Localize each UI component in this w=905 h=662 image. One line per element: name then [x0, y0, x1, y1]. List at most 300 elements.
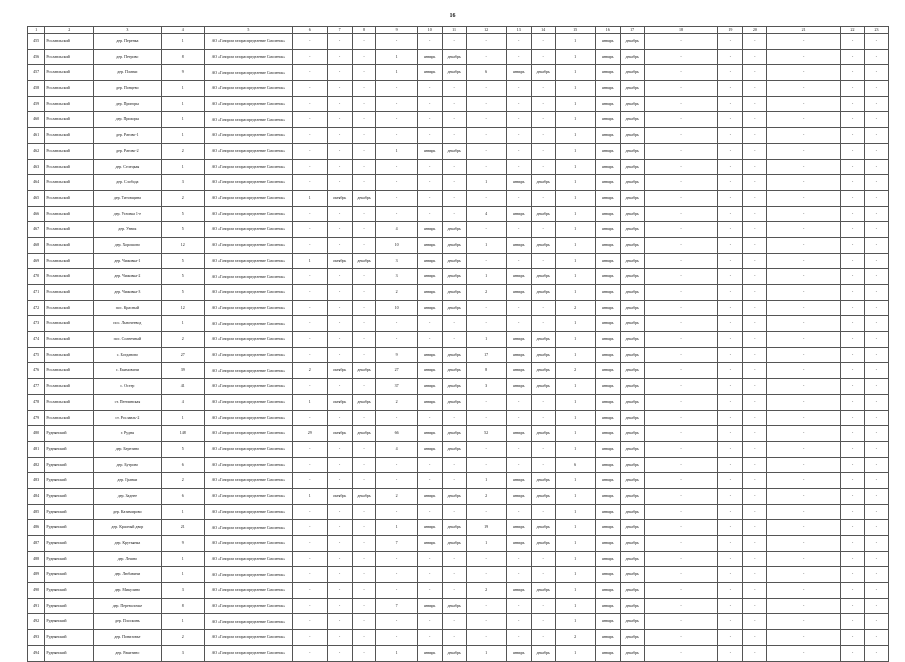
table-cell: - [841, 34, 865, 50]
table-cell: - [466, 300, 506, 316]
header-cell: 2 [45, 27, 94, 34]
table-cell: - [864, 598, 888, 614]
table-cell: - [841, 363, 865, 379]
table-cell: - [767, 316, 841, 332]
table-cell: - [718, 237, 743, 253]
table-cell: - [531, 190, 555, 206]
table-cell: - [743, 347, 767, 363]
table-cell: - [292, 598, 327, 614]
table-cell: - [506, 441, 531, 457]
table-cell: 1 [555, 159, 595, 175]
table-cell: дер. Селецкая [94, 159, 161, 175]
table-cell: январь [417, 536, 442, 552]
table-cell: - [417, 332, 442, 348]
table-cell: Рославльский [45, 394, 94, 410]
table-cell: 9 [161, 536, 204, 552]
table-cell: - [644, 159, 718, 175]
table-cell: - [864, 536, 888, 552]
table-cell: - [718, 285, 743, 301]
table-cell: 29 [292, 426, 327, 442]
table-cell: Руднянский [45, 645, 94, 661]
table-cell: Руднянский [45, 441, 94, 457]
table-cell: январь [506, 332, 531, 348]
table-cell: - [417, 567, 442, 583]
table-cell: АО «Газпром газораспределение Смоленск» [204, 410, 292, 426]
table-cell: январь [506, 269, 531, 285]
table-cell: - [644, 614, 718, 630]
table-cell: - [644, 583, 718, 599]
table-cell: 2 [555, 300, 595, 316]
table-cell: 1 [555, 316, 595, 332]
table-cell: - [466, 504, 506, 520]
table-cell: декабрь [620, 206, 644, 222]
table-cell: - [417, 583, 442, 599]
table-cell: - [767, 285, 841, 301]
table-cell: 468 [28, 237, 45, 253]
table-cell: - [327, 504, 352, 520]
table-cell: - [718, 253, 743, 269]
table-cell: АО «Газпром газораспределение Смоленск» [204, 253, 292, 269]
table-cell: - [841, 332, 865, 348]
table-cell: - [767, 143, 841, 159]
table-cell: - [718, 473, 743, 489]
table-cell: - [743, 504, 767, 520]
table-cell: - [644, 253, 718, 269]
table-cell: - [743, 410, 767, 426]
table-cell: дер. Платки [94, 65, 161, 81]
table-cell: - [292, 567, 327, 583]
table-cell: январь [595, 49, 620, 65]
table-cell: 52 [466, 426, 506, 442]
table-cell: - [292, 269, 327, 285]
table-cell: - [718, 583, 743, 599]
table-cell: декабрь [620, 159, 644, 175]
table-cell: АО «Газпром газораспределение Смоленск» [204, 598, 292, 614]
table-cell: - [644, 269, 718, 285]
table-cell: 456 [28, 49, 45, 65]
table-cell: - [327, 65, 352, 81]
table-cell: - [442, 175, 466, 191]
table-cell: 2 [161, 630, 204, 646]
table-cell: 474 [28, 332, 45, 348]
table-cell: - [466, 410, 506, 426]
table-row [28, 65, 889, 81]
table-cell: - [644, 112, 718, 128]
table-cell: - [767, 332, 841, 348]
table-cell: 475 [28, 347, 45, 363]
table-cell: 5 [161, 253, 204, 269]
table-cell: - [292, 614, 327, 630]
table-cell: - [417, 81, 442, 97]
table-cell: 485 [28, 504, 45, 520]
table-cell: - [531, 630, 555, 646]
table-cell: январь [506, 237, 531, 253]
table-cell: - [767, 347, 841, 363]
table-cell: декабрь [531, 285, 555, 301]
table-cell: - [767, 630, 841, 646]
table-cell: - [718, 504, 743, 520]
table-cell: - [442, 614, 466, 630]
table-cell: АО «Газпром газораспределение Смоленск» [204, 426, 292, 442]
table-cell: январь [595, 410, 620, 426]
table-cell: - [864, 253, 888, 269]
table-cell: декабрь [620, 285, 644, 301]
table-cell: - [327, 347, 352, 363]
table-cell: декабрь [620, 567, 644, 583]
table-cell: декабрь [352, 253, 376, 269]
table-cell: - [864, 128, 888, 144]
table-cell: дер. Березино [94, 441, 161, 457]
table-cell: январь [417, 253, 442, 269]
table-cell: - [864, 614, 888, 630]
table-cell: дер. Слобода [94, 175, 161, 191]
table-cell: - [841, 473, 865, 489]
header-cell: 14 [531, 27, 555, 34]
table-cell: - [352, 128, 376, 144]
table-cell: 1 [555, 598, 595, 614]
table-cell: 1 [555, 645, 595, 661]
table-cell: - [841, 410, 865, 426]
table-cell: - [506, 253, 531, 269]
table-cell: 3 [161, 645, 204, 661]
header-cell: 9 [376, 27, 417, 34]
table-cell: - [718, 536, 743, 552]
table-cell: 1 [466, 269, 506, 285]
table-cell: - [767, 551, 841, 567]
table-cell: январь [595, 316, 620, 332]
table-cell: - [327, 536, 352, 552]
table-row [28, 504, 889, 520]
table-cell: январь [506, 65, 531, 81]
table-cell: - [718, 410, 743, 426]
table-cell: декабрь [442, 237, 466, 253]
table-cell: 1 [376, 143, 417, 159]
table-cell: - [644, 567, 718, 583]
table-cell: - [718, 598, 743, 614]
table-cell: дер. Плоскинь [94, 614, 161, 630]
table-cell: - [352, 34, 376, 50]
table-cell: декабрь [620, 426, 644, 442]
table-cell: 469 [28, 253, 45, 269]
table-cell: - [767, 49, 841, 65]
table-cell: декабрь [620, 551, 644, 567]
table-cell: - [352, 81, 376, 97]
table-row [28, 143, 889, 159]
table-cell: декабрь [620, 81, 644, 97]
table-cell: - [864, 269, 888, 285]
table-cell: 1 [555, 379, 595, 395]
table-cell: - [644, 222, 718, 238]
table-cell: - [864, 300, 888, 316]
table-cell: 491 [28, 598, 45, 614]
table-cell: декабрь [442, 269, 466, 285]
table-cell: Рославльский [45, 190, 94, 206]
table-cell: - [743, 222, 767, 238]
table-cell: - [718, 49, 743, 65]
table-cell: АО «Газпром газораспределение Смоленск» [204, 504, 292, 520]
table-cell: - [718, 190, 743, 206]
table-cell: январь [595, 237, 620, 253]
table-cell: - [644, 206, 718, 222]
table-cell: - [718, 159, 743, 175]
table-cell: АО «Газпром газораспределение Смоленск» [204, 81, 292, 97]
table-cell: - [352, 630, 376, 646]
table-cell: 2 [161, 473, 204, 489]
table-cell: - [841, 128, 865, 144]
table-cell: - [767, 253, 841, 269]
table-cell: декабрь [442, 598, 466, 614]
table-cell: - [376, 630, 417, 646]
table-cell: - [327, 316, 352, 332]
table-cell: декабрь [442, 536, 466, 552]
table-cell: - [292, 34, 327, 50]
table-cell: - [841, 457, 865, 473]
table-cell: - [767, 159, 841, 175]
table-cell: - [442, 159, 466, 175]
table-cell: АО «Газпром газораспределение Смоленск» [204, 520, 292, 536]
table-cell: 8 [161, 598, 204, 614]
table-cell: - [417, 410, 442, 426]
table-cell: - [327, 237, 352, 253]
table-cell: - [292, 316, 327, 332]
table-cell: декабрь [620, 49, 644, 65]
table-cell: - [352, 316, 376, 332]
table-cell: 3 [466, 379, 506, 395]
table-cell: 459 [28, 96, 45, 112]
table-cell: - [531, 614, 555, 630]
table-cell: декабрь [531, 206, 555, 222]
table-cell: с. Екимовичи [94, 363, 161, 379]
table-cell: - [442, 583, 466, 599]
table-cell: - [327, 81, 352, 97]
table-cell: 1 [555, 49, 595, 65]
table-cell: - [352, 175, 376, 191]
table-cell: декабрь [620, 222, 644, 238]
table-cell: - [864, 583, 888, 599]
table-cell: - [352, 159, 376, 175]
table-row [28, 347, 889, 363]
table-cell: - [767, 112, 841, 128]
table-cell: - [292, 206, 327, 222]
table-cell: - [864, 363, 888, 379]
table-cell: дер. Чижовка-2 [94, 269, 161, 285]
table-cell: Рославльский [45, 128, 94, 144]
table-row [28, 645, 889, 661]
table-cell: 2 [161, 143, 204, 159]
table-cell: 1 [376, 49, 417, 65]
table-cell: январь [595, 551, 620, 567]
table-cell: - [644, 316, 718, 332]
table-cell: декабрь [620, 379, 644, 395]
table-cell: Рославльский [45, 65, 94, 81]
table-cell: 483 [28, 473, 45, 489]
table-cell: - [506, 630, 531, 646]
table-cell: 12 [161, 237, 204, 253]
table-cell: январь [595, 504, 620, 520]
table-cell: 1 [555, 347, 595, 363]
table-row [28, 630, 889, 646]
table-cell: - [644, 300, 718, 316]
table-cell: январь [595, 645, 620, 661]
table-cell: 5 [161, 441, 204, 457]
table-cell: - [442, 457, 466, 473]
table-cell: - [417, 504, 442, 520]
table-cell: - [718, 316, 743, 332]
table-cell: декабрь [620, 253, 644, 269]
header-cell: 22 [841, 27, 865, 34]
table-cell: - [767, 583, 841, 599]
table-cell: - [327, 567, 352, 583]
header-row [28, 27, 889, 34]
table-cell: 1 [161, 551, 204, 567]
table-cell: - [864, 457, 888, 473]
table-cell: - [442, 206, 466, 222]
table-cell: январь [506, 206, 531, 222]
table-cell: январь [417, 49, 442, 65]
table-cell: - [767, 488, 841, 504]
table-cell: - [841, 96, 865, 112]
table-cell: 2 [376, 285, 417, 301]
table-cell: - [506, 49, 531, 65]
table-cell: - [442, 128, 466, 144]
table-cell: - [327, 410, 352, 426]
table-cell: - [718, 426, 743, 442]
table-cell: - [841, 316, 865, 332]
table-cell: - [743, 143, 767, 159]
table-cell: - [841, 81, 865, 97]
table-cell: - [327, 34, 352, 50]
table-cell: - [767, 206, 841, 222]
table-cell: - [743, 645, 767, 661]
table-cell: - [743, 253, 767, 269]
table-cell: декабрь [442, 379, 466, 395]
table-cell: 1 [555, 536, 595, 552]
table-cell: - [644, 379, 718, 395]
table-cell: - [864, 645, 888, 661]
table-cell: - [767, 96, 841, 112]
table-row [28, 81, 889, 97]
table-cell: - [864, 190, 888, 206]
table-cell: АО «Газпром газораспределение Смоленск» [204, 551, 292, 567]
table-cell: январь [595, 363, 620, 379]
table-cell: - [466, 190, 506, 206]
table-cell: - [767, 457, 841, 473]
table-cell: январь [417, 65, 442, 81]
header-cell: 11 [442, 27, 466, 34]
table-cell: дер. Понцево [94, 81, 161, 97]
table-row [28, 426, 889, 442]
table-cell: - [841, 614, 865, 630]
table-cell: - [352, 347, 376, 363]
table-cell: - [767, 614, 841, 630]
table-cell: 1 [466, 645, 506, 661]
table-cell: декабрь [620, 488, 644, 504]
table-cell: - [718, 457, 743, 473]
table-cell: - [506, 300, 531, 316]
table-cell: 17 [466, 347, 506, 363]
table-cell: - [376, 316, 417, 332]
table-cell: - [644, 237, 718, 253]
table-cell: декабрь [531, 645, 555, 661]
table-cell: - [442, 473, 466, 489]
table-cell: - [644, 645, 718, 661]
table-cell: декабрь [531, 332, 555, 348]
table-cell: - [376, 175, 417, 191]
table-cell: 8 [466, 363, 506, 379]
table-cell: декабрь [620, 237, 644, 253]
table-cell: - [292, 630, 327, 646]
table-cell: - [327, 222, 352, 238]
table-cell: дер. Прихоры [94, 112, 161, 128]
table-cell: - [292, 536, 327, 552]
table-cell: январь [595, 269, 620, 285]
table-cell: январь [417, 285, 442, 301]
table-cell: декабрь [531, 536, 555, 552]
table-cell: - [767, 300, 841, 316]
table-cell: - [442, 630, 466, 646]
table-cell: декабрь [442, 143, 466, 159]
table-cell: - [376, 614, 417, 630]
table-cell: 1 [555, 473, 595, 489]
table-cell: - [531, 222, 555, 238]
table-cell: - [644, 128, 718, 144]
table-cell: - [327, 551, 352, 567]
table-cell: декабрь [531, 65, 555, 81]
table-cell: январь [595, 143, 620, 159]
header-cell: 23 [864, 27, 888, 34]
table-cell: - [743, 112, 767, 128]
table-cell: декабрь [620, 630, 644, 646]
table-cell: - [841, 159, 865, 175]
table-cell: 477 [28, 379, 45, 395]
table-cell: АО «Газпром газораспределение Смоленск» [204, 190, 292, 206]
table-cell: дер. Чижовка-3 [94, 285, 161, 301]
table-cell: 471 [28, 285, 45, 301]
table-cell: АО «Газпром газораспределение Смоленск» [204, 159, 292, 175]
table-cell: - [292, 583, 327, 599]
table-cell: январь [595, 347, 620, 363]
table-cell: - [718, 520, 743, 536]
table-cell: декабрь [620, 645, 644, 661]
table-cell: - [292, 49, 327, 65]
table-cell: январь [595, 128, 620, 144]
table-row [28, 583, 889, 599]
table-cell: - [292, 143, 327, 159]
table-cell: - [841, 394, 865, 410]
table-row [28, 175, 889, 191]
table-cell: - [292, 65, 327, 81]
table-cell: - [327, 112, 352, 128]
table-cell: декабрь [620, 128, 644, 144]
table-cell: 481 [28, 441, 45, 457]
table-cell: - [743, 488, 767, 504]
header-cell: 8 [352, 27, 376, 34]
table-cell: декабрь [531, 347, 555, 363]
table-cell: - [417, 551, 442, 567]
table-cell: - [644, 504, 718, 520]
table-cell: 1 [555, 190, 595, 206]
table-row [28, 159, 889, 175]
table-row [28, 394, 889, 410]
table-cell: - [718, 128, 743, 144]
table-cell: 8 [161, 49, 204, 65]
table-cell: 1 [555, 567, 595, 583]
table-cell: январь [595, 520, 620, 536]
table-cell: пос. Льночеевод [94, 316, 161, 332]
table-cell: январь [595, 457, 620, 473]
table-cell: Рославльский [45, 379, 94, 395]
table-cell: - [327, 645, 352, 661]
